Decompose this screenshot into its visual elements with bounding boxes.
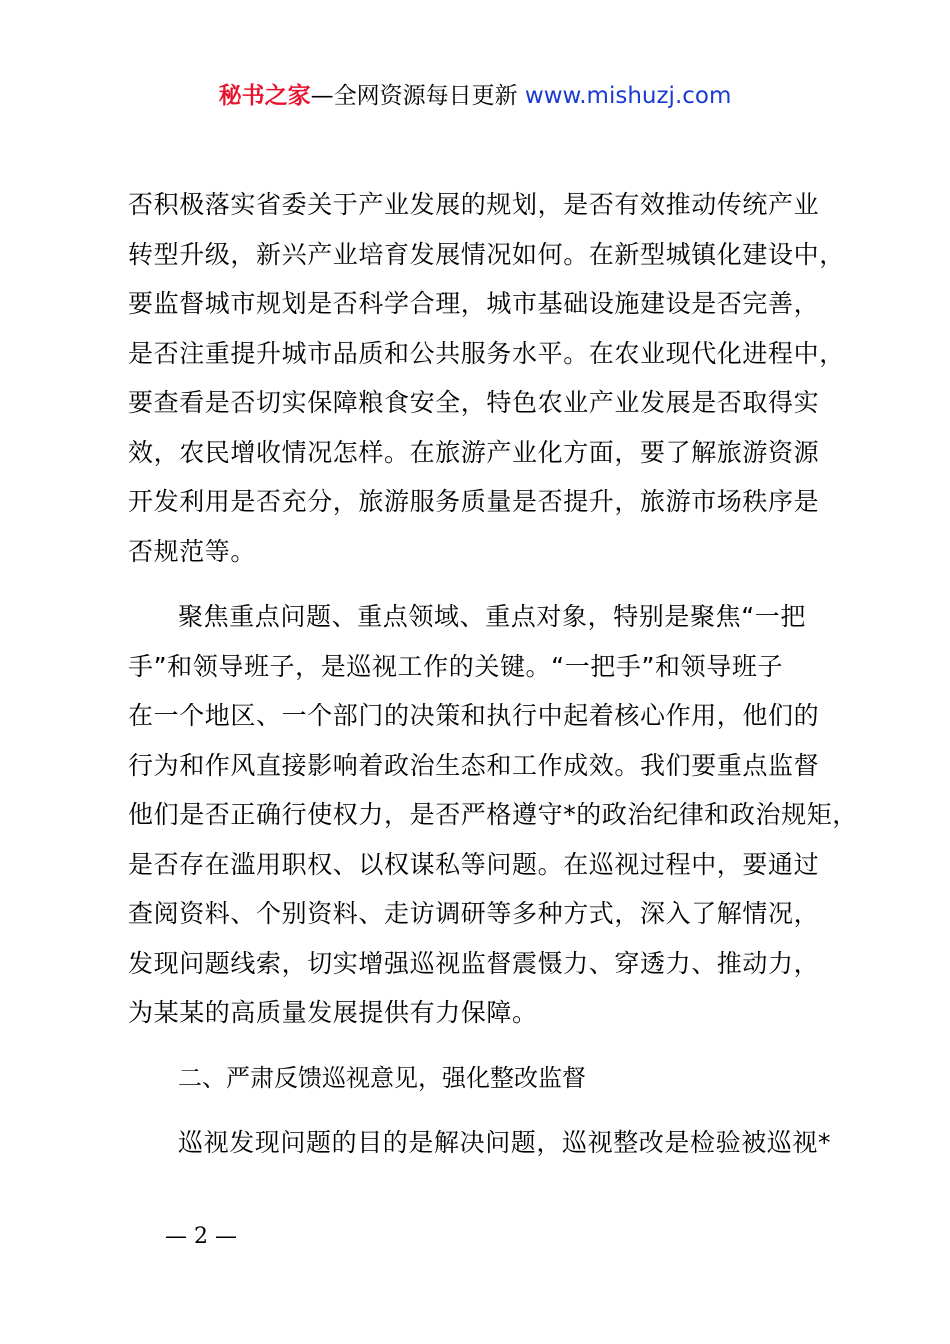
paragraph-line: 否积极落实省委关于产业发展的规划，是否有效推动传统产业 — [128, 190, 820, 219]
paragraph-line: 否规范等。 — [128, 536, 257, 566]
header-url[interactable]: www.mishuzj.com — [524, 83, 732, 109]
paragraph-line: 行为和作风直接影响着政治生态和工作成效。我们要重点监督 — [128, 750, 820, 780]
paragraph-line: 手”和领导班子，是巡视工作的关键。“一把手”和领导班子 — [128, 651, 784, 681]
paragraph-line: 转型升级，新兴产业培育发展情况如何。在新型城镇化建设中， — [128, 239, 845, 269]
paragraph-line: 发现问题线索，切实增强巡视监督震慑力、穿透力、推动力， — [128, 948, 820, 978]
section-heading: 二、严肃反馈巡视意见，强化整改监督 — [178, 1064, 586, 1092]
page-number: — 2 — — [165, 1224, 237, 1249]
paragraph-line: 效，农民增收情况怎样。在旅游产业化方面，要了解旅游资源 — [128, 437, 820, 467]
paragraph-1 — [128, 180, 848, 576]
header-brand: 秘书之家 — [218, 83, 311, 109]
paragraph-3 — [128, 1118, 848, 1168]
site-header — [0, 80, 950, 112]
paragraph-line: 聚焦重点问题、重点领域、重点对象，特别是聚焦“一把 — [178, 602, 806, 631]
paragraph-line: 为某某的高质量发展提供有力保障。 — [128, 998, 538, 1027]
paragraph-line: 开发利用是否充分，旅游服务质量是否提升，旅游市场秩序是 — [128, 487, 820, 516]
paragraph-line: 他们是否正确行使权力，是否严格遵守*的政治纪律和政治规矩， — [128, 800, 858, 829]
paragraph-2 — [128, 592, 858, 1038]
paragraph-line: 巡视发现问题的目的是解决问题，巡视整改是检验被巡视* — [178, 1128, 832, 1157]
paragraph-line: 是否存在滥用职权、以权谋私等问题。在巡视过程中，要通过 — [128, 849, 820, 879]
paragraph-line: 在一个地区、一个部门的决策和执行中起着核心作用，他们的 — [128, 701, 820, 730]
header-tagline: —全网资源每日更新 — [310, 83, 518, 109]
paragraph-line: 要查看是否切实保障粮食安全，特色农业产业发展是否取得实 — [128, 388, 820, 417]
paragraph-line: 是否注重提升城市品质和公共服务水平。在农业现代化进程中， — [128, 338, 845, 368]
paragraph-line: 要监督城市规划是否科学合理，城市基础设施建设是否完善， — [128, 289, 820, 318]
paragraph-line: 查阅资料、个别资料、走访调研等多种方式，深入了解情况， — [128, 899, 820, 928]
